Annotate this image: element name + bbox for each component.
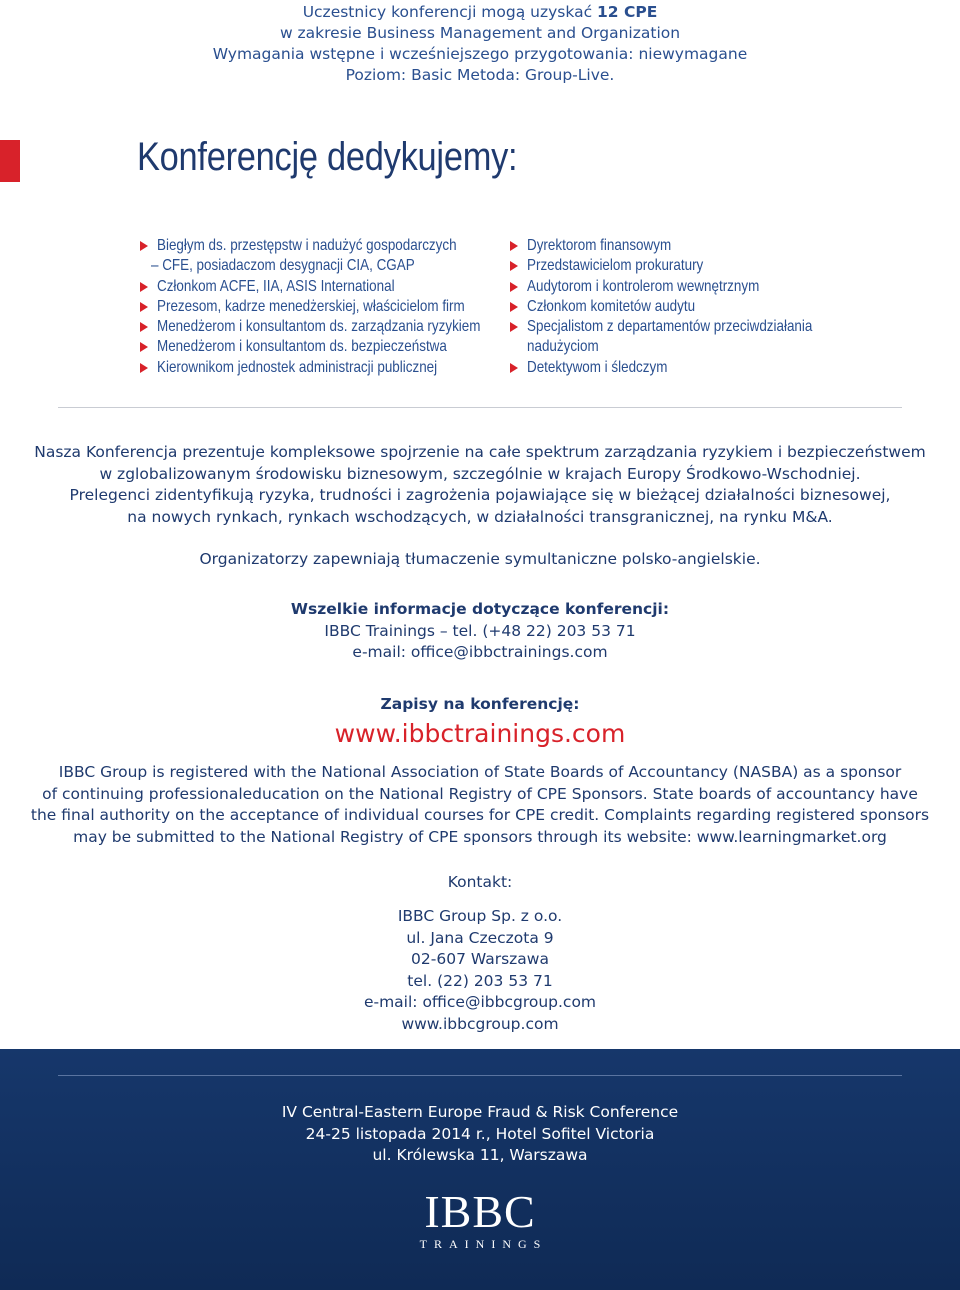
nasba-line: may be submitted to the National Registry of CPE sponsors through its website: www.learningmarket.org bbox=[73, 827, 887, 846]
cpe-line-1 bbox=[0, 2, 960, 23]
list-item: Członkom komitetów audytu bbox=[507, 297, 867, 317]
list-item: Dyrektorom finansowym bbox=[507, 236, 867, 256]
conference-date-venue: 24-25 listopada 2014 r., Hotel Sofitel Victoria bbox=[305, 1124, 655, 1143]
list-item: Audytorom i kontrolerom wewnętrznym bbox=[507, 277, 867, 297]
cpe-line-1-text: Uczestnicy konferencji mogą uzyskać bbox=[302, 3, 598, 21]
intro-line: Prelegenci zidentyfikują ryzyka, trudności i zagrożenia pojawiające się w bieżącej działalności biznesowej, bbox=[69, 486, 891, 504]
contact-phone: tel. (22) 203 53 71 bbox=[407, 971, 553, 990]
cpe-info-block bbox=[0, 2, 960, 86]
list-item: Przedstawicielom prokuratury bbox=[507, 256, 867, 276]
cpe-line-4: Poziom: Basic Metoda: Group-Live. bbox=[345, 66, 615, 84]
conference-name: IV Central-Eastern Europe Fraud & Risk Conference bbox=[281, 1103, 679, 1121]
contact-website[interactable]: www.ibbcgroup.com bbox=[401, 1014, 559, 1033]
list-item: Menedżerom i konsultantom ds. bezpieczeństwa bbox=[137, 337, 542, 357]
ibbc-trainings-logo bbox=[0, 1186, 960, 1252]
intro-paragraph bbox=[0, 442, 960, 528]
logo-subtitle: TRAININGS bbox=[419, 1237, 548, 1251]
contact-block bbox=[0, 906, 960, 1035]
conference-details bbox=[0, 1102, 960, 1167]
audience-list-left bbox=[137, 236, 542, 378]
interpretation-note: Organizatorzy zapewniają tłumaczenie symultaniczne polsko-angielskie. bbox=[199, 550, 761, 568]
list-item: Prezesom, kadrze menedżerskiej, właścicielom firm bbox=[137, 297, 542, 317]
contact-email[interactable]: e-mail: office@ibbcgroup.com bbox=[363, 993, 597, 1011]
contact-company: IBBC Group Sp. z o.o. bbox=[397, 907, 563, 925]
list-item: Kierownikom jednostek administracji publicznej bbox=[137, 358, 542, 378]
audience-list-right bbox=[507, 236, 867, 378]
registration-link[interactable]: www.ibbctrainings.com bbox=[334, 719, 626, 748]
info-title: Wszelkie informacje dotyczące konferencji: bbox=[290, 600, 670, 618]
registration-title: Zapisy na konferencję: bbox=[380, 695, 580, 713]
nasba-paragraph bbox=[0, 762, 960, 848]
cpe-line-2: w zakresie Business Management and Organization bbox=[279, 24, 681, 42]
intro-line: na nowych rynkach, rynkach wschodzących, w działalności transgranicznej, na rynku M&A. bbox=[127, 507, 833, 526]
section-heading: Konferencję dedykujemy: bbox=[137, 135, 518, 179]
footer-band bbox=[0, 1049, 960, 1290]
nasba-line: IBBC Group is registered with the National Association of State Boards of Accountancy (NASBA) as a sponsor bbox=[58, 763, 902, 781]
list-item-continuation: nadużyciom bbox=[527, 338, 599, 356]
contact-label: Kontakt: bbox=[447, 873, 513, 891]
cpe-line-3: Wymagania wstępne i wcześniejszego przygotowania: niewymagane bbox=[212, 45, 748, 63]
list-item: Biegłym ds. przestępstw i nadużyć gospodarczych bbox=[137, 236, 542, 256]
info-phone: IBBC Trainings – tel. (+48 22) 203 53 71 bbox=[324, 621, 636, 640]
nasba-line: the final authority on the acceptance of individual courses for CPE credit. Complaints regarding registered sponsors bbox=[30, 806, 930, 824]
list-item: Specjalistom z departamentów przeciwdziałania bbox=[507, 317, 867, 337]
intro-line: Nasza Konferencja prezentuje kompleksowe spojrzenie na całe spektrum zarządzania ryzykiem i bezpieczeństwem bbox=[34, 443, 926, 461]
footer-divider bbox=[58, 1075, 902, 1076]
nasba-line: of continuing professionaleducation on the National Registry of CPE Sponsors. State boards of accountancy have bbox=[42, 784, 918, 803]
info-email[interactable]: e-mail: office@ibbctrainings.com bbox=[352, 643, 608, 661]
heading-accent-bar bbox=[0, 140, 20, 182]
conference-address: ul. Królewska 11, Warszawa bbox=[372, 1146, 588, 1164]
list-item-continuation: – CFE, posiadaczom desygnacji CIA, CGAP bbox=[151, 257, 415, 275]
section-divider bbox=[58, 407, 902, 408]
list-item: Członkom ACFE, IIA, ASIS International bbox=[137, 277, 542, 297]
logo-wordmark: IBBC bbox=[424, 1186, 536, 1237]
list-item: Detektywom i śledczym bbox=[507, 358, 867, 378]
contact-city: 02-607 Warszawa bbox=[411, 950, 549, 968]
cpe-credits: 12 CPE bbox=[597, 3, 658, 21]
contact-street: ul. Jana Czeczota 9 bbox=[406, 928, 554, 947]
list-item: Menedżerom i konsultantom ds. zarządzania ryzykiem bbox=[137, 317, 542, 337]
intro-line: w zglobalizowanym środowisku biznesowym, szczególnie w krajach Europy Środkowo-Wschodniej. bbox=[99, 464, 861, 483]
info-block bbox=[0, 599, 960, 664]
